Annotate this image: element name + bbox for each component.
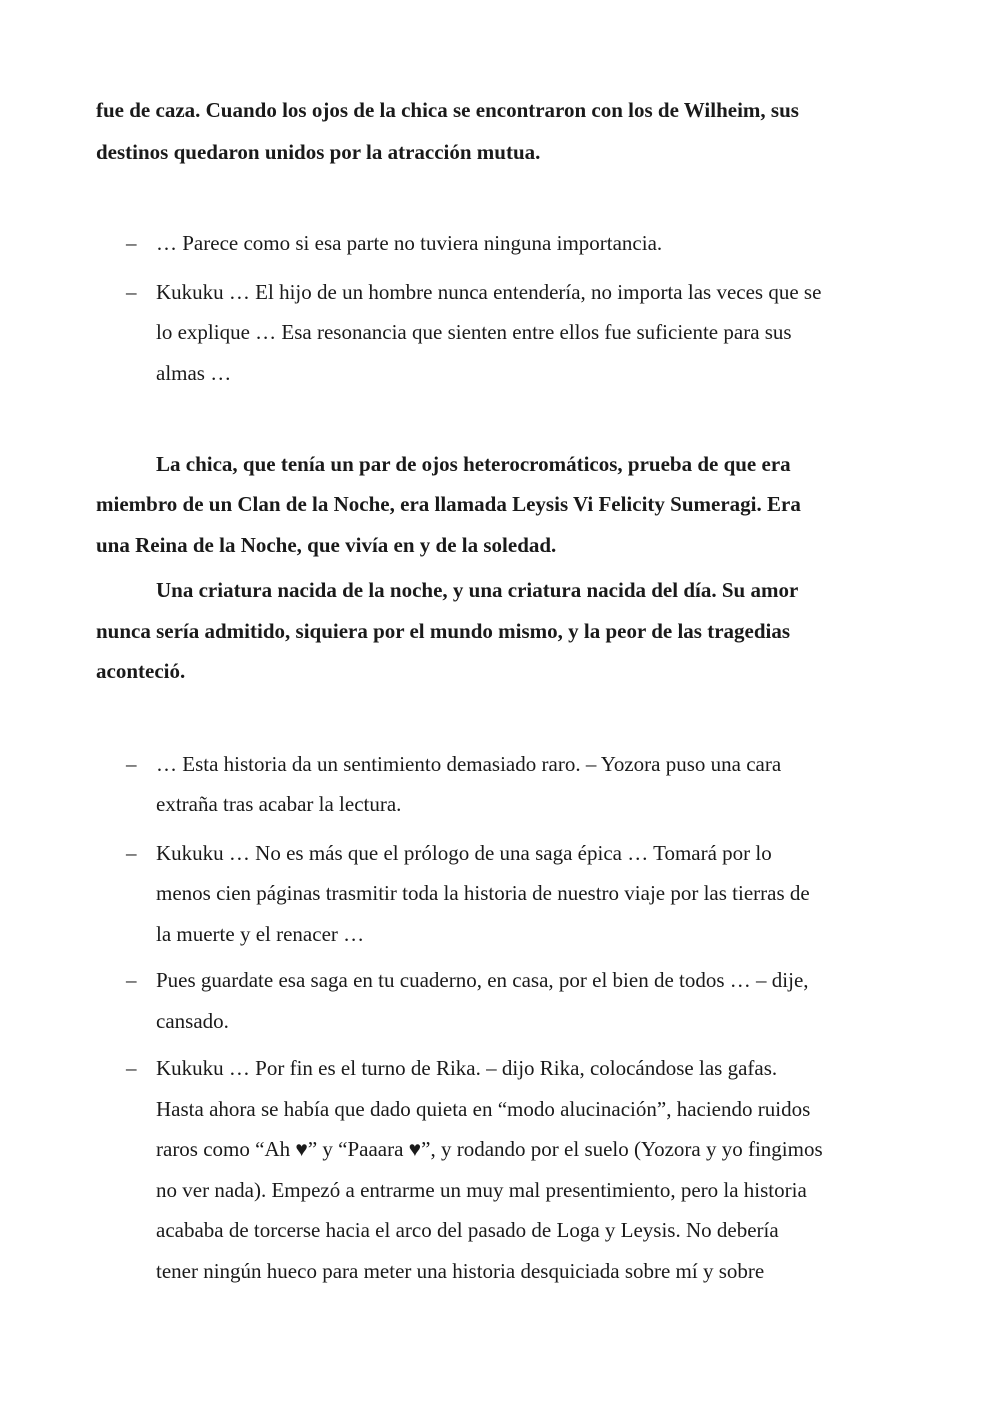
narration-line: una Reina de la Noche, que vivía en y de la soledad. xyxy=(96,533,557,557)
narration-line: La chica, que tenía un par de ojos heterocromáticos, prueba de que era xyxy=(156,452,791,476)
dialogue-line: menos cien páginas trasmitir toda la historia de nuestro viaje por las tierras de xyxy=(156,881,810,905)
dialogue-line: lo explique … Esa resonancia que sienten entre ellos fue suficiente para sus xyxy=(156,320,792,344)
narration-line: miembro de un Clan de la Noche, era llamada Leysis Vi Felicity Sumeragi. Era xyxy=(96,492,801,516)
narration-line: nunca sería admitido, siquiera por el mundo mismo, y la peor de las tragedias xyxy=(96,619,791,643)
dialogue-line: acababa de torcerse hacia el arco del pasado de Loga y Leysis. No debería xyxy=(156,1218,779,1242)
dialogue-line: Hasta ahora se había que dado quieta en “modo alucinación”, haciendo ruidos xyxy=(156,1097,811,1121)
dialogue-line: Kukuku … Por fin es el turno de Rika. – dijo Rika, colocándose las gafas. xyxy=(156,1056,778,1080)
dialogue-dash: – xyxy=(126,752,137,776)
dialogue-line: extraña tras acabar la lectura. xyxy=(156,792,402,816)
narration-line: fue de caza. Cuando los ojos de la chica se encontraron con los de Wilheim, sus xyxy=(96,98,799,122)
dialogue-line: raros como “Ah ♥” y “Paaara ♥”, y rodando por el suelo (Yozora y yo fingimos xyxy=(156,1137,823,1161)
dialogue-line: Pues guardate esa saga en tu cuaderno, en casa, por el bien de todos … – dije, xyxy=(156,968,809,992)
dialogue-dash: – xyxy=(126,231,137,255)
dialogue-line: no ver nada). Empezó a entrarme un muy mal presentimiento, pero la historia xyxy=(156,1178,807,1202)
dialogue-line: … Esta historia da un sentimiento demasiado raro. – Yozora puso una cara xyxy=(156,752,782,776)
dialogue-line: almas … xyxy=(156,361,232,385)
dialogue-line: tener ningún hueco para meter una historia desquiciada sobre mí y sobre xyxy=(156,1259,765,1283)
dialogue-dash: – xyxy=(126,280,137,304)
dialogue-line: cansado. xyxy=(156,1009,229,1033)
dialogue-dash: – xyxy=(126,841,137,865)
narration-line: destinos quedaron unidos por la atracción mutua. xyxy=(96,140,541,164)
dialogue-dash: – xyxy=(126,1056,137,1080)
dialogue-dash: – xyxy=(126,968,137,992)
dialogue-line: Kukuku … El hijo de un hombre nunca entendería, no importa las veces que se xyxy=(156,280,822,304)
dialogue-line: la muerte y el renacer … xyxy=(156,922,365,946)
narration-line: aconteció. xyxy=(96,659,186,683)
dialogue-line: Kukuku … No es más que el prólogo de una saga épica … Tomará por lo xyxy=(156,841,772,865)
dialogue-line: … Parece como si esa parte no tuviera ninguna importancia. xyxy=(156,231,663,255)
narration-line: Una criatura nacida de la noche, y una criatura nacida del día. Su amor xyxy=(156,578,799,602)
